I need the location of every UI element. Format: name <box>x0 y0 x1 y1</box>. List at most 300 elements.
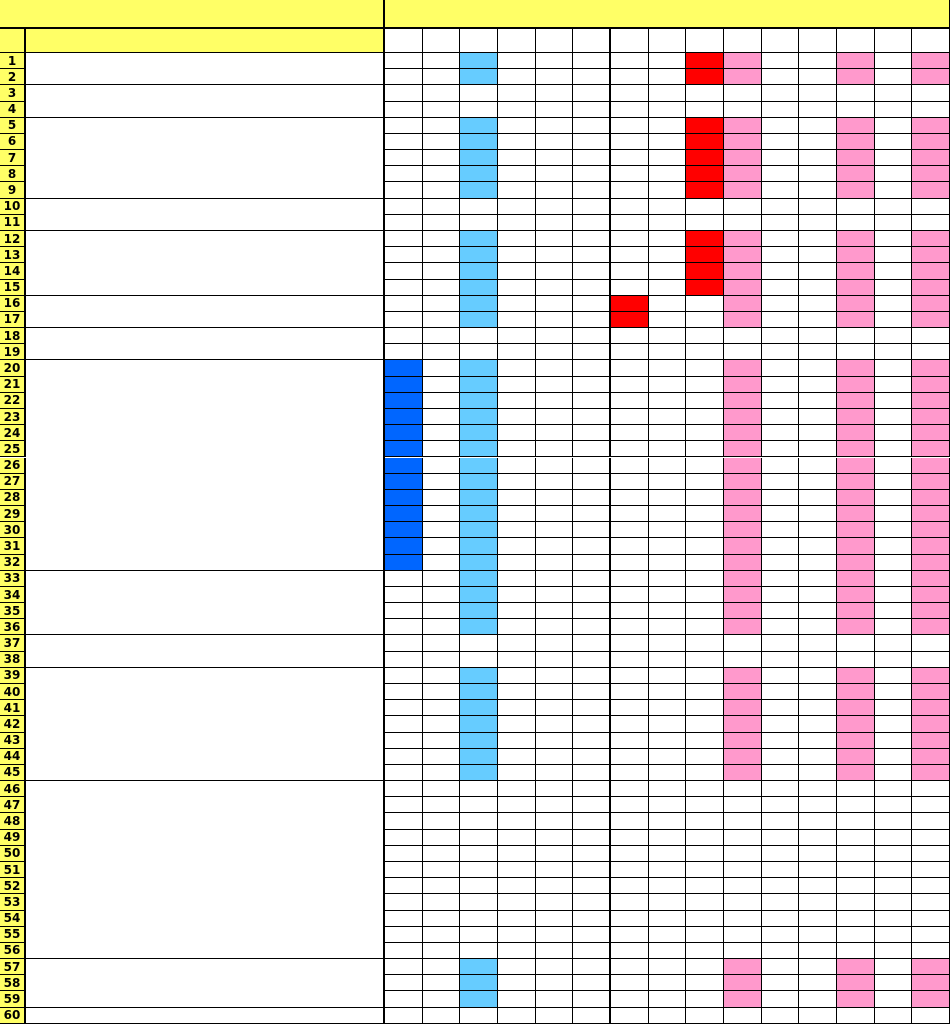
schedule-cell[interactable] <box>799 684 837 700</box>
schedule-cell[interactable] <box>460 1008 498 1024</box>
schedule-cell[interactable] <box>912 571 950 587</box>
schedule-cell[interactable] <box>799 1008 837 1024</box>
schedule-cell[interactable] <box>498 749 536 765</box>
schedule-cell[interactable] <box>837 344 875 360</box>
schedule-cell[interactable] <box>724 781 762 797</box>
schedule-cell[interactable] <box>573 555 611 571</box>
schedule-cell[interactable] <box>686 911 724 927</box>
schedule-cell[interactable] <box>423 102 461 118</box>
schedule-cell[interactable] <box>498 409 536 425</box>
schedule-cell[interactable] <box>611 619 649 635</box>
schedule-cell[interactable] <box>649 393 687 409</box>
schedule-cell[interactable] <box>611 231 649 247</box>
schedule-cell[interactable] <box>762 312 800 328</box>
schedule-cell[interactable] <box>649 749 687 765</box>
schedule-cell[interactable] <box>686 959 724 975</box>
schedule-cell[interactable] <box>385 668 423 684</box>
schedule-cell[interactable] <box>875 991 913 1007</box>
schedule-cell[interactable] <box>799 522 837 538</box>
minute-cell[interactable]: 20 <box>0 360 26 376</box>
minute-cell[interactable]: 22 <box>0 393 26 409</box>
minute-cell[interactable]: 1 <box>0 53 26 69</box>
schedule-cell[interactable] <box>649 344 687 360</box>
schedule-cell[interactable] <box>837 894 875 910</box>
schedule-cell[interactable] <box>762 1008 800 1024</box>
schedule-cell[interactable] <box>649 603 687 619</box>
schedule-cell[interactable] <box>837 813 875 829</box>
schedule-cell[interactable] <box>686 458 724 474</box>
schedule-cell[interactable] <box>686 684 724 700</box>
schedule-cell[interactable] <box>385 393 423 409</box>
schedule-cell[interactable] <box>649 102 687 118</box>
schedule-cell[interactable] <box>799 425 837 441</box>
schedule-cell[interactable] <box>460 53 498 69</box>
schedule-cell[interactable] <box>649 53 687 69</box>
schedule-cell[interactable] <box>649 69 687 85</box>
schedule-cell[interactable] <box>423 571 461 587</box>
schedule-cell[interactable] <box>611 118 649 134</box>
schedule-cell[interactable] <box>686 85 724 101</box>
schedule-cell[interactable] <box>724 182 762 198</box>
schedule-cell[interactable] <box>837 991 875 1007</box>
schedule-cell[interactable] <box>762 555 800 571</box>
schedule-cell[interactable] <box>385 587 423 603</box>
schedule-cell[interactable] <box>799 813 837 829</box>
schedule-cell[interactable] <box>573 603 611 619</box>
schedule-cell[interactable] <box>686 263 724 279</box>
schedule-cell[interactable] <box>385 813 423 829</box>
schedule-cell[interactable] <box>498 652 536 668</box>
schedule-cell[interactable] <box>611 846 649 862</box>
minute-cell[interactable]: 24 <box>0 425 26 441</box>
schedule-cell[interactable] <box>649 182 687 198</box>
schedule-cell[interactable] <box>460 716 498 732</box>
schedule-cell[interactable] <box>385 522 423 538</box>
schedule-cell[interactable] <box>912 166 950 182</box>
schedule-cell[interactable] <box>423 668 461 684</box>
schedule-cell[interactable] <box>875 830 913 846</box>
schedule-cell[interactable] <box>573 393 611 409</box>
schedule-cell[interactable] <box>724 425 762 441</box>
schedule-cell[interactable] <box>875 716 913 732</box>
schedule-cell[interactable] <box>460 700 498 716</box>
schedule-cell[interactable] <box>912 458 950 474</box>
schedule-cell[interactable] <box>573 199 611 215</box>
schedule-cell[interactable] <box>724 765 762 781</box>
schedule-cell[interactable] <box>573 522 611 538</box>
schedule-cell[interactable] <box>837 603 875 619</box>
schedule-cell[interactable] <box>460 296 498 312</box>
schedule-cell[interactable] <box>611 328 649 344</box>
schedule-cell[interactable] <box>385 749 423 765</box>
schedule-cell[interactable] <box>799 328 837 344</box>
schedule-cell[interactable] <box>837 263 875 279</box>
schedule-cell[interactable] <box>875 215 913 231</box>
schedule-cell[interactable] <box>762 199 800 215</box>
schedule-cell[interactable] <box>912 215 950 231</box>
schedule-cell[interactable] <box>837 781 875 797</box>
schedule-cell[interactable] <box>573 749 611 765</box>
schedule-cell[interactable] <box>762 991 800 1007</box>
schedule-cell[interactable] <box>611 927 649 943</box>
schedule-cell[interactable] <box>799 263 837 279</box>
schedule-cell[interactable] <box>573 296 611 312</box>
schedule-cell[interactable] <box>423 878 461 894</box>
schedule-cell[interactable] <box>460 911 498 927</box>
schedule-cell[interactable] <box>536 182 574 198</box>
schedule-cell[interactable] <box>498 53 536 69</box>
schedule-cell[interactable] <box>573 441 611 457</box>
schedule-cell[interactable] <box>536 652 574 668</box>
schedule-cell[interactable] <box>423 247 461 263</box>
schedule-cell[interactable] <box>875 441 913 457</box>
minute-cell[interactable]: 23 <box>0 409 26 425</box>
schedule-cell[interactable] <box>686 1008 724 1024</box>
schedule-cell[interactable] <box>573 975 611 991</box>
schedule-cell[interactable] <box>686 894 724 910</box>
schedule-cell[interactable] <box>498 959 536 975</box>
schedule-cell[interactable] <box>536 247 574 263</box>
schedule-cell[interactable] <box>536 668 574 684</box>
schedule-cell[interactable] <box>536 69 574 85</box>
schedule-cell[interactable] <box>385 975 423 991</box>
schedule-cell[interactable] <box>724 150 762 166</box>
schedule-cell[interactable] <box>460 619 498 635</box>
schedule-cell[interactable] <box>762 102 800 118</box>
schedule-cell[interactable] <box>912 894 950 910</box>
schedule-cell[interactable] <box>573 377 611 393</box>
schedule-cell[interactable] <box>498 263 536 279</box>
schedule-cell[interactable] <box>423 490 461 506</box>
segment-content[interactable] <box>26 296 385 328</box>
schedule-cell[interactable] <box>837 684 875 700</box>
schedule-cell[interactable] <box>686 943 724 959</box>
schedule-cell[interactable] <box>536 797 574 813</box>
schedule-cell[interactable] <box>686 797 724 813</box>
schedule-cell[interactable] <box>686 781 724 797</box>
minute-cell[interactable]: 41 <box>0 700 26 716</box>
schedule-cell[interactable] <box>649 474 687 490</box>
schedule-cell[interactable] <box>724 296 762 312</box>
segment-content[interactable] <box>26 635 385 667</box>
schedule-cell[interactable] <box>611 1008 649 1024</box>
schedule-cell[interactable] <box>573 102 611 118</box>
schedule-cell[interactable] <box>837 797 875 813</box>
schedule-cell[interactable] <box>762 344 800 360</box>
schedule-cell[interactable] <box>875 474 913 490</box>
schedule-cell[interactable] <box>573 571 611 587</box>
schedule-cell[interactable] <box>762 296 800 312</box>
schedule-cell[interactable] <box>762 975 800 991</box>
schedule-cell[interactable] <box>837 215 875 231</box>
schedule-cell[interactable] <box>536 199 574 215</box>
schedule-cell[interactable] <box>875 635 913 651</box>
schedule-cell[interactable] <box>799 506 837 522</box>
schedule-cell[interactable] <box>460 328 498 344</box>
schedule-cell[interactable] <box>385 134 423 150</box>
schedule-cell[interactable] <box>762 749 800 765</box>
schedule-cell[interactable] <box>498 458 536 474</box>
schedule-cell[interactable] <box>423 231 461 247</box>
schedule-cell[interactable] <box>423 393 461 409</box>
schedule-cell[interactable] <box>649 555 687 571</box>
schedule-cell[interactable] <box>611 458 649 474</box>
minute-cell[interactable]: 16 <box>0 296 26 312</box>
schedule-cell[interactable] <box>762 490 800 506</box>
schedule-cell[interactable] <box>498 619 536 635</box>
schedule-cell[interactable] <box>573 280 611 296</box>
schedule-cell[interactable] <box>912 506 950 522</box>
schedule-cell[interactable] <box>762 409 800 425</box>
schedule-cell[interactable] <box>724 959 762 975</box>
schedule-cell[interactable] <box>724 846 762 862</box>
schedule-cell[interactable] <box>385 894 423 910</box>
schedule-cell[interactable] <box>762 943 800 959</box>
schedule-cell[interactable] <box>912 781 950 797</box>
schedule-cell[interactable] <box>385 296 423 312</box>
schedule-cell[interactable] <box>649 490 687 506</box>
schedule-cell[interactable] <box>724 684 762 700</box>
schedule-cell[interactable] <box>686 296 724 312</box>
schedule-cell[interactable] <box>423 943 461 959</box>
schedule-cell[interactable] <box>498 846 536 862</box>
schedule-cell[interactable] <box>724 1008 762 1024</box>
schedule-cell[interactable] <box>423 635 461 651</box>
schedule-cell[interactable] <box>875 506 913 522</box>
schedule-cell[interactable] <box>837 959 875 975</box>
schedule-cell[interactable] <box>423 328 461 344</box>
schedule-cell[interactable] <box>573 166 611 182</box>
schedule-cell[interactable] <box>799 975 837 991</box>
schedule-cell[interactable] <box>536 166 574 182</box>
schedule-cell[interactable] <box>875 684 913 700</box>
schedule-cell[interactable] <box>724 619 762 635</box>
minute-cell[interactable]: 34 <box>0 587 26 603</box>
schedule-cell[interactable] <box>912 619 950 635</box>
schedule-cell[interactable] <box>686 587 724 603</box>
schedule-cell[interactable] <box>611 199 649 215</box>
minute-cell[interactable]: 26 <box>0 458 26 474</box>
schedule-cell[interactable] <box>912 522 950 538</box>
schedule-cell[interactable] <box>837 1008 875 1024</box>
schedule-cell[interactable] <box>762 700 800 716</box>
schedule-cell[interactable] <box>536 393 574 409</box>
schedule-cell[interactable] <box>799 393 837 409</box>
schedule-cell[interactable] <box>875 522 913 538</box>
schedule-cell[interactable] <box>912 1008 950 1024</box>
minute-cell[interactable]: 59 <box>0 991 26 1007</box>
schedule-cell[interactable] <box>536 813 574 829</box>
schedule-cell[interactable] <box>686 377 724 393</box>
schedule-cell[interactable] <box>460 280 498 296</box>
schedule-cell[interactable] <box>837 587 875 603</box>
schedule-cell[interactable] <box>837 700 875 716</box>
schedule-cell[interactable] <box>799 150 837 166</box>
schedule-cell[interactable] <box>724 441 762 457</box>
segment-content[interactable] <box>26 328 385 360</box>
schedule-cell[interactable] <box>611 134 649 150</box>
schedule-cell[interactable] <box>837 182 875 198</box>
schedule-cell[interactable] <box>498 360 536 376</box>
schedule-cell[interactable] <box>385 603 423 619</box>
schedule-cell[interactable] <box>460 765 498 781</box>
schedule-cell[interactable] <box>573 409 611 425</box>
schedule-cell[interactable] <box>837 425 875 441</box>
schedule-cell[interactable] <box>423 474 461 490</box>
schedule-cell[interactable] <box>799 894 837 910</box>
schedule-cell[interactable] <box>460 587 498 603</box>
schedule-cell[interactable] <box>611 765 649 781</box>
schedule-cell[interactable] <box>686 247 724 263</box>
schedule-cell[interactable] <box>385 911 423 927</box>
schedule-cell[interactable] <box>385 312 423 328</box>
minute-cell[interactable]: 60 <box>0 1008 26 1024</box>
schedule-cell[interactable] <box>611 377 649 393</box>
schedule-cell[interactable] <box>536 959 574 975</box>
schedule-cell[interactable] <box>724 263 762 279</box>
schedule-cell[interactable] <box>799 619 837 635</box>
schedule-cell[interactable] <box>498 635 536 651</box>
schedule-cell[interactable] <box>686 603 724 619</box>
schedule-cell[interactable] <box>423 830 461 846</box>
schedule-cell[interactable] <box>385 377 423 393</box>
schedule-cell[interactable] <box>724 53 762 69</box>
schedule-cell[interactable] <box>762 53 800 69</box>
schedule-cell[interactable] <box>762 458 800 474</box>
schedule-cell[interactable] <box>498 85 536 101</box>
schedule-cell[interactable] <box>611 571 649 587</box>
schedule-cell[interactable] <box>498 830 536 846</box>
schedule-cell[interactable] <box>536 53 574 69</box>
schedule-cell[interactable] <box>536 830 574 846</box>
schedule-cell[interactable] <box>686 199 724 215</box>
schedule-cell[interactable] <box>837 247 875 263</box>
schedule-cell[interactable] <box>611 991 649 1007</box>
schedule-cell[interactable] <box>498 296 536 312</box>
schedule-cell[interactable] <box>686 813 724 829</box>
minute-cell[interactable]: 49 <box>0 830 26 846</box>
schedule-cell[interactable] <box>762 635 800 651</box>
schedule-cell[interactable] <box>686 215 724 231</box>
schedule-cell[interactable] <box>724 69 762 85</box>
schedule-cell[interactable] <box>385 927 423 943</box>
schedule-cell[interactable] <box>799 474 837 490</box>
schedule-cell[interactable] <box>536 749 574 765</box>
schedule-cell[interactable] <box>536 506 574 522</box>
schedule-cell[interactable] <box>611 53 649 69</box>
schedule-cell[interactable] <box>724 927 762 943</box>
schedule-cell[interactable] <box>423 1008 461 1024</box>
schedule-cell[interactable] <box>762 182 800 198</box>
minute-cell[interactable]: 28 <box>0 490 26 506</box>
schedule-cell[interactable] <box>912 85 950 101</box>
schedule-cell[interactable] <box>385 991 423 1007</box>
segment-content[interactable] <box>26 571 385 636</box>
schedule-cell[interactable] <box>611 684 649 700</box>
schedule-cell[interactable] <box>875 182 913 198</box>
schedule-cell[interactable] <box>498 393 536 409</box>
schedule-cell[interactable] <box>498 555 536 571</box>
schedule-cell[interactable] <box>724 862 762 878</box>
schedule-cell[interactable] <box>875 53 913 69</box>
schedule-cell[interactable] <box>686 749 724 765</box>
schedule-cell[interactable] <box>460 199 498 215</box>
schedule-cell[interactable] <box>912 312 950 328</box>
schedule-cell[interactable] <box>875 943 913 959</box>
schedule-cell[interactable] <box>536 878 574 894</box>
schedule-cell[interactable] <box>423 409 461 425</box>
schedule-cell[interactable] <box>724 247 762 263</box>
schedule-cell[interactable] <box>385 862 423 878</box>
schedule-cell[interactable] <box>799 765 837 781</box>
schedule-cell[interactable] <box>837 830 875 846</box>
schedule-cell[interactable] <box>498 991 536 1007</box>
schedule-cell[interactable] <box>423 296 461 312</box>
schedule-cell[interactable] <box>762 522 800 538</box>
schedule-cell[interactable] <box>573 733 611 749</box>
schedule-cell[interactable] <box>762 474 800 490</box>
minute-cell[interactable]: 4 <box>0 102 26 118</box>
schedule-cell[interactable] <box>611 894 649 910</box>
schedule-cell[interactable] <box>611 344 649 360</box>
schedule-cell[interactable] <box>498 280 536 296</box>
schedule-cell[interactable] <box>498 312 536 328</box>
schedule-cell[interactable] <box>912 975 950 991</box>
schedule-cell[interactable] <box>799 134 837 150</box>
schedule-cell[interactable] <box>423 733 461 749</box>
schedule-cell[interactable] <box>460 441 498 457</box>
schedule-cell[interactable] <box>573 765 611 781</box>
schedule-cell[interactable] <box>762 247 800 263</box>
schedule-cell[interactable] <box>649 959 687 975</box>
schedule-cell[interactable] <box>875 975 913 991</box>
schedule-cell[interactable] <box>611 700 649 716</box>
schedule-cell[interactable] <box>460 668 498 684</box>
schedule-cell[interactable] <box>573 312 611 328</box>
schedule-cell[interactable] <box>536 522 574 538</box>
schedule-cell[interactable] <box>762 360 800 376</box>
schedule-cell[interactable] <box>875 587 913 603</box>
minute-cell[interactable]: 40 <box>0 684 26 700</box>
schedule-cell[interactable] <box>724 506 762 522</box>
schedule-cell[interactable] <box>912 959 950 975</box>
schedule-cell[interactable] <box>912 69 950 85</box>
schedule-cell[interactable] <box>724 458 762 474</box>
schedule-cell[interactable] <box>498 813 536 829</box>
schedule-cell[interactable] <box>423 458 461 474</box>
schedule-cell[interactable] <box>799 652 837 668</box>
schedule-cell[interactable] <box>423 603 461 619</box>
schedule-cell[interactable] <box>649 830 687 846</box>
schedule-cell[interactable] <box>573 85 611 101</box>
schedule-cell[interactable] <box>875 862 913 878</box>
schedule-cell[interactable] <box>724 878 762 894</box>
schedule-cell[interactable] <box>423 377 461 393</box>
minute-cell[interactable]: 30 <box>0 522 26 538</box>
schedule-cell[interactable] <box>423 684 461 700</box>
schedule-cell[interactable] <box>912 749 950 765</box>
schedule-cell[interactable] <box>799 360 837 376</box>
schedule-cell[interactable] <box>536 296 574 312</box>
schedule-cell[interactable] <box>686 522 724 538</box>
schedule-cell[interactable] <box>385 878 423 894</box>
schedule-cell[interactable] <box>799 409 837 425</box>
schedule-cell[interactable] <box>912 490 950 506</box>
schedule-cell[interactable] <box>573 943 611 959</box>
schedule-cell[interactable] <box>837 134 875 150</box>
schedule-cell[interactable] <box>649 846 687 862</box>
schedule-cell[interactable] <box>875 846 913 862</box>
